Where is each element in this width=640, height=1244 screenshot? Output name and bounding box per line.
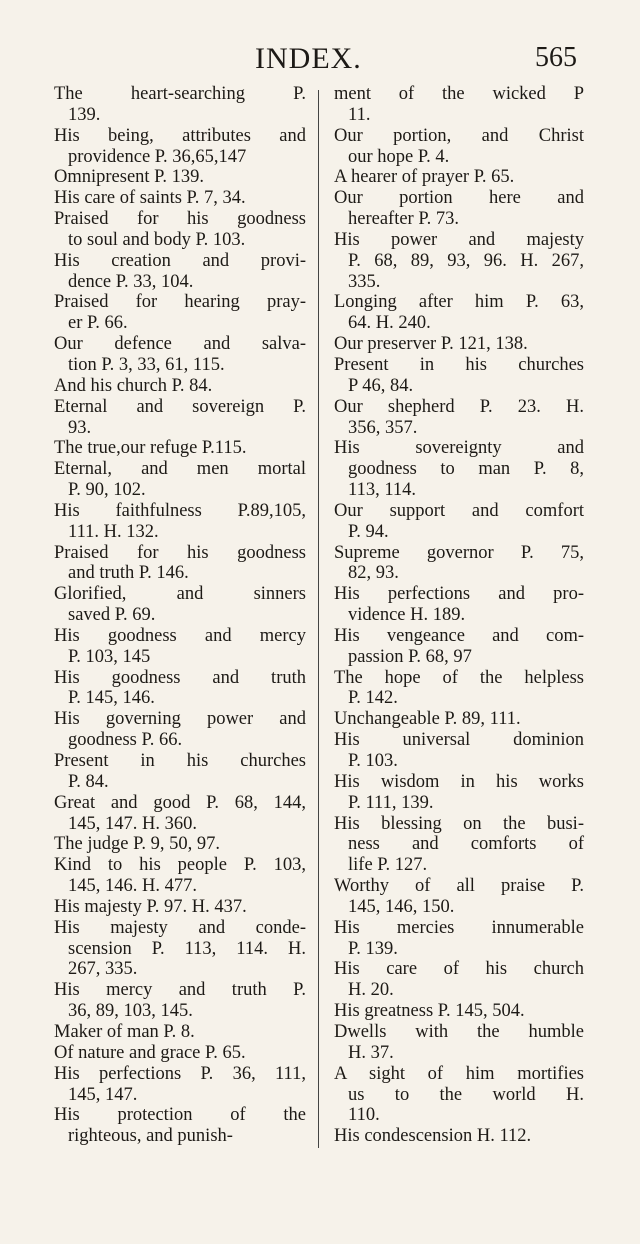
index-entry [54, 126, 306, 168]
index-entry-continuation: 145, 147. [68, 1084, 138, 1105]
index-entry-text: Unchangeable P. 89, 111. [334, 709, 521, 730]
index-entry [54, 334, 306, 376]
index-entry-text: Our portion, and Christ [334, 125, 584, 146]
index-entry-text: His being, attributes and [54, 125, 306, 146]
index-entry-text: His universal dominion [334, 730, 584, 751]
index-entry-text: Omnipresent P. 139. [54, 167, 205, 188]
index-entry [54, 897, 306, 918]
index-entry-continuation: P. 145, 146. [68, 688, 155, 709]
index-entry-continuation: 139. [68, 104, 101, 125]
index-entry [334, 668, 584, 710]
index-entry [334, 543, 584, 585]
index-entry [54, 918, 306, 981]
index-entry-continuation: 335. [348, 271, 381, 292]
index-entry-continuation: us to the world H. [348, 1084, 584, 1105]
index-entry-text: Kind to his people P. 103, [54, 855, 306, 876]
index-entry-continuation: P. 68, 89, 93, 96. H. 267, [348, 250, 584, 271]
index-entry-text: Glorified, and sinners [54, 584, 306, 605]
index-entry-text: His condescension H. 112. [334, 1126, 532, 1147]
index-entry-continuation: P. 142. [348, 688, 398, 709]
index-entry [334, 1022, 584, 1064]
index-entry-continuation: P. 90, 102. [68, 480, 146, 501]
index-entry-text: His goodness and truth [54, 667, 306, 688]
index-entry-continuation: and truth P. 146. [68, 563, 189, 584]
index-entry-text: His wisdom in his works [334, 771, 584, 792]
index-entry-continuation: P. 94. [348, 521, 389, 542]
index-entry-continuation: dence P. 33, 104. [68, 271, 194, 292]
index-entry [334, 355, 584, 397]
index-entry-text: His vengeance and com- [334, 625, 584, 646]
index-entry [54, 376, 306, 397]
index-entry-continuation: vidence H. 189. [348, 605, 466, 626]
index-entry-text: Our preserver P. 121, 138. [334, 334, 528, 355]
page-number: 565 [535, 42, 577, 73]
index-entry-text: Our portion here and [334, 188, 584, 209]
index-entry-continuation: 145, 146. H. 477. [68, 876, 197, 897]
index-entry-continuation: 356, 357. [348, 417, 418, 438]
index-entry-continuation: ness and comforts of [348, 834, 584, 855]
index-entry [334, 918, 584, 960]
index-entry [334, 772, 584, 814]
index-entry-continuation: 93. [68, 417, 92, 438]
index-entry [334, 292, 584, 334]
index-entry-text: His sovereignty and [334, 438, 584, 459]
index-entry-text: His mercy and truth P. [54, 980, 306, 1001]
index-entry-text: Longing after him P. 63, [334, 292, 584, 313]
index-entry-continuation: goodness P. 66. [68, 730, 183, 751]
index-entry-text: Praised for his goodness [54, 209, 306, 230]
index-entry-text: Our shepherd P. 23. H. [334, 396, 584, 417]
index-entry [54, 751, 306, 793]
index-entry [54, 834, 306, 855]
index-entry-text: Supreme governor P. 75, [334, 542, 584, 563]
index-entry [334, 626, 584, 668]
index-entry [54, 188, 306, 209]
index-entry-continuation: P 46, 84. [348, 375, 414, 396]
index-entry-continuation: 267, 335. [68, 959, 138, 980]
index-entry-text: The heart-searching P. [54, 84, 306, 104]
index-entry-text: Of nature and grace P. 65. [54, 1042, 246, 1063]
index-entry-continuation: scension P. 113, 114. H. [68, 938, 306, 959]
page-header [0, 40, 640, 80]
index-entry-text: Praised for hearing pray- [54, 292, 306, 313]
index-entry [54, 251, 306, 293]
index-entry-continuation: 82, 93. [348, 563, 399, 584]
index-entry-text: Praised for his goodness [54, 542, 306, 563]
index-entry [54, 1043, 306, 1064]
index-entry-continuation: P. 84. [68, 771, 109, 792]
index-entry-continuation: P. 111, 139. [348, 792, 434, 813]
index-entry-continuation: our hope P. 4. [348, 146, 450, 167]
index-entry-continuation: saved P. 69. [68, 605, 156, 626]
index-entry [334, 730, 584, 772]
index-entry-text: His majesty P. 97. H. 437. [54, 896, 247, 917]
index-entry [334, 959, 584, 1001]
index-entry [334, 584, 584, 626]
index-entry [334, 876, 584, 918]
index-entry-continuation: 110. [348, 1105, 380, 1126]
index-entry-text: And his church P. 84. [54, 375, 213, 396]
index-entry [54, 459, 306, 501]
index-entry [54, 438, 306, 459]
index-entry-text: His goodness and mercy [54, 625, 306, 646]
index-entry [54, 980, 306, 1022]
index-entry-continuation: passion P. 68, 97 [348, 646, 472, 667]
index-entry [334, 814, 584, 877]
index-entry [54, 668, 306, 710]
index-entry [334, 1001, 584, 1022]
index-entry-text: A hearer of prayer P. 65. [334, 167, 515, 188]
index-column-left [54, 84, 306, 1147]
index-entry-text: A sight of him mortifies [334, 1063, 584, 1084]
index-entry-text: Maker of man P. 8. [54, 1021, 195, 1042]
index-entry-text: Dwells with the humble [334, 1021, 584, 1042]
index-entry [54, 855, 306, 897]
index-entry-text: His perfections P. 36, 111, [54, 1063, 306, 1084]
index-entry [54, 209, 306, 251]
index-entry [54, 793, 306, 835]
index-entry [334, 126, 584, 168]
index-entry [54, 84, 306, 126]
index-entry [334, 230, 584, 293]
index-entry [334, 167, 584, 188]
index-entry-continuation: goodness to man P. 8, [348, 459, 584, 480]
index-entry [334, 84, 584, 126]
index-entry [54, 397, 306, 439]
index-entry [334, 334, 584, 355]
index-entry-text: His power and majesty [334, 229, 584, 250]
index-entry-text: Eternal, and men mortal [54, 459, 306, 480]
index-entry-text: Worthy of all praise P. [334, 876, 584, 897]
index-entry-text: His mercies innumerable [334, 917, 584, 938]
index-entry-continuation: P. 103, 145 [68, 646, 151, 667]
index-entry [334, 397, 584, 439]
index-entry-text: ment of the wicked P [334, 84, 584, 104]
index-entry [54, 1064, 306, 1106]
index-entry [54, 584, 306, 626]
index-entry [334, 1126, 584, 1147]
index-entry-text: His majesty and conde- [54, 917, 306, 938]
index-entry [54, 167, 306, 188]
index-entry-text: His creation and provi- [54, 250, 306, 271]
index-entry-text: The hope of the helpless [334, 667, 584, 688]
index-entry-continuation: 111. H. 132. [68, 521, 159, 542]
index-entry-text: His blessing on the busi- [334, 813, 584, 834]
index-entry [54, 709, 306, 751]
index-entry-continuation: life P. 127. [348, 855, 428, 876]
index-entry-text: Our defence and salva- [54, 334, 306, 355]
index-entry [54, 1022, 306, 1043]
index-entry-text: Present in his churches [54, 751, 306, 771]
index-entry-continuation: er P. 66. [68, 313, 128, 334]
index-entry-continuation: 113, 114. [348, 480, 417, 501]
index-entry-text: His faithfulness P.89,105, [54, 500, 306, 521]
index-entry-continuation: 11. [348, 104, 371, 125]
index-entry-continuation: 36, 89, 103, 145. [68, 1001, 193, 1022]
index-entry [334, 709, 584, 730]
index-entry-continuation: providence P. 36,65,147 [68, 146, 247, 167]
index-entry-continuation: H. 37. [348, 1042, 394, 1063]
index-entry-continuation: H. 20. [348, 980, 394, 1001]
index-entry-text: Great and good P. 68, 144, [54, 792, 306, 813]
index-entry-text: His perfections and pro- [334, 584, 584, 605]
index-entry-continuation: 145, 147. H. 360. [68, 813, 197, 834]
index-entry-text: His greatness P. 145, 504. [334, 1001, 525, 1022]
index-entry [54, 626, 306, 668]
page-title: INDEX. [255, 42, 362, 75]
index-entry-continuation: hereafter P. 73. [348, 209, 459, 230]
index-entry-continuation: tion P. 3, 33, 61, 115. [68, 354, 225, 375]
index-entry-continuation: righteous, and punish- [68, 1126, 233, 1147]
index-entry-text: Our support and comfort [334, 500, 584, 521]
index-entry-text: Eternal and sovereign P. [54, 396, 306, 417]
index-entry [334, 501, 584, 543]
index-entry [334, 188, 584, 230]
index-entry-text: His care of his church [334, 959, 584, 980]
index-entry [54, 501, 306, 543]
index-entry-text: Present in his churches [334, 354, 584, 375]
index-entry-text: The true,our refuge P.115. [54, 438, 247, 459]
index-entry-continuation: P. 103. [348, 751, 398, 771]
index-entry-text: His governing power and [54, 709, 306, 730]
index-entry [54, 292, 306, 334]
index-entry [54, 543, 306, 585]
index-entry-text: His protection of the [54, 1105, 306, 1126]
index-entry-continuation: to soul and body P. 103. [68, 229, 246, 250]
index-entry-text: His care of saints P. 7, 34. [54, 188, 246, 209]
index-entry [334, 1064, 584, 1127]
index-entry [54, 1105, 306, 1147]
index-entry-continuation: P. 139. [348, 938, 398, 959]
index-entry-continuation: 145, 146, 150. [348, 896, 455, 917]
index-column-right [334, 84, 584, 1147]
column-divider [318, 90, 319, 1148]
index-entry [334, 438, 584, 501]
index-entry-continuation: 64. H. 240. [348, 313, 431, 334]
index-entry-text: The judge P. 9, 50, 97. [54, 834, 220, 855]
